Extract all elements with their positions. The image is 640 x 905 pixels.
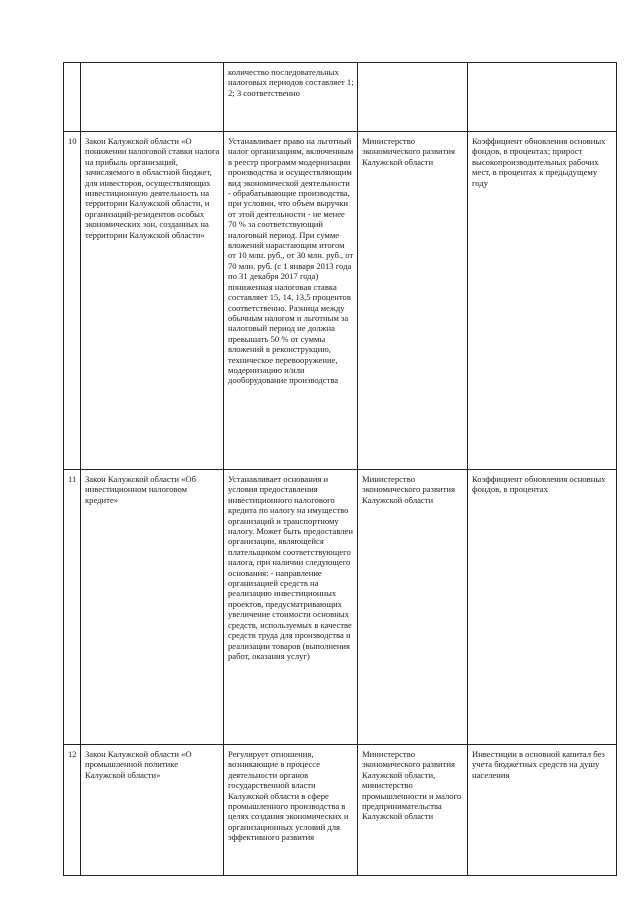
law-name-cell: Закон Калужской области «О промышленной политике Калужской области» <box>81 745 224 876</box>
ministry-cell <box>358 63 468 132</box>
row-number: 10 <box>64 132 81 470</box>
description-cell: Устанавливает основания и условия предоставления инвестиционного налогового кредита по налогу на имущество организаций и транспортному налогу. Может быть предоставлен организации, являющейся плательщиком соответствующего налога, при наличии следующего основания: - направление организацией средств на реализацию инвестиционных проектов, предусматривающих увеличение стоимости основных средств, используемых в качестве средств труда для производства и реализации товаров (выполнения работ, оказания услуг) <box>224 470 358 745</box>
law-name-cell: Закон Калужской области «Об инвестиционном налоговом кредите» <box>81 470 224 745</box>
row-number: 12 <box>64 745 81 876</box>
programs-table <box>63 62 617 876</box>
indicator-cell <box>468 63 617 132</box>
ministry-cell: Министерство экономического развития Калужской области <box>358 132 468 470</box>
ministry-cell: Министерство экономического развития Калужской области <box>358 470 468 745</box>
description-cell: Устанавливает право на льготный налог организациям, включенным в реестр программ модернизации производства и осуществляющим вид экономической деятельности - обрабатывающие производства, при условии, что объем выручки от этой деятельности - не менее 70 % за соответствующий налоговый период. При сумме вложений нарастающим итогом от 10 млн. руб., от 30 млн. руб., от 70 млн. руб. (с 1 января 2013 года по 31 декабря 2017 года) пониженная налоговая ставка составляет 15, 14, 13,5 процентов соответственно. Разница между обычным налогом и льготным за налоговый период не должна превышать 50 % от суммы вложений в реконструкцию, техническое перевооружение, модернизацию и/или дооборудование производства <box>224 132 358 470</box>
ministry-cell: Министерство экономического развития Калужской области, министерство промышленности и малого предпринимательства Калужской области <box>358 745 468 876</box>
row-number <box>64 63 81 132</box>
indicator-cell: Инвестиции в основной капитал без учета бюджетных средств на душу населения <box>468 745 617 876</box>
indicator-cell: Коэффициент обновления основных фондов, в процентах; прирост высокопроизводительных рабочих мест, в процентах к предыдущему году <box>468 132 617 470</box>
law-name-cell <box>81 63 224 132</box>
table-row <box>64 470 617 745</box>
description-cell: Регулирует отношения, возникающие в процессе деятельности органов государственной власти Калужской области в сфере промышленного производства в целях создания экономических и организационных условий для эффективного развития <box>224 745 358 876</box>
description-cell: количество последовательных налоговых периодов составляет 1; 2; 3 соответственно <box>224 63 358 132</box>
table-row <box>64 132 617 470</box>
table-row <box>64 745 617 876</box>
indicator-cell: Коэффициент обновления основных фондов, в процентах <box>468 470 617 745</box>
table-row <box>64 63 617 132</box>
row-number: 11 <box>64 470 81 745</box>
law-name-cell: Закон Калужской области «О понижении налоговой ставки налога на прибыль организаций, зачисляемого в областной бюджет, для инвесторов, осуществляющих инвестиционную деятельность на территории Калужской области, и организаций-резидентов особых экономических зон, созданных на территории Калужской области» <box>81 132 224 470</box>
